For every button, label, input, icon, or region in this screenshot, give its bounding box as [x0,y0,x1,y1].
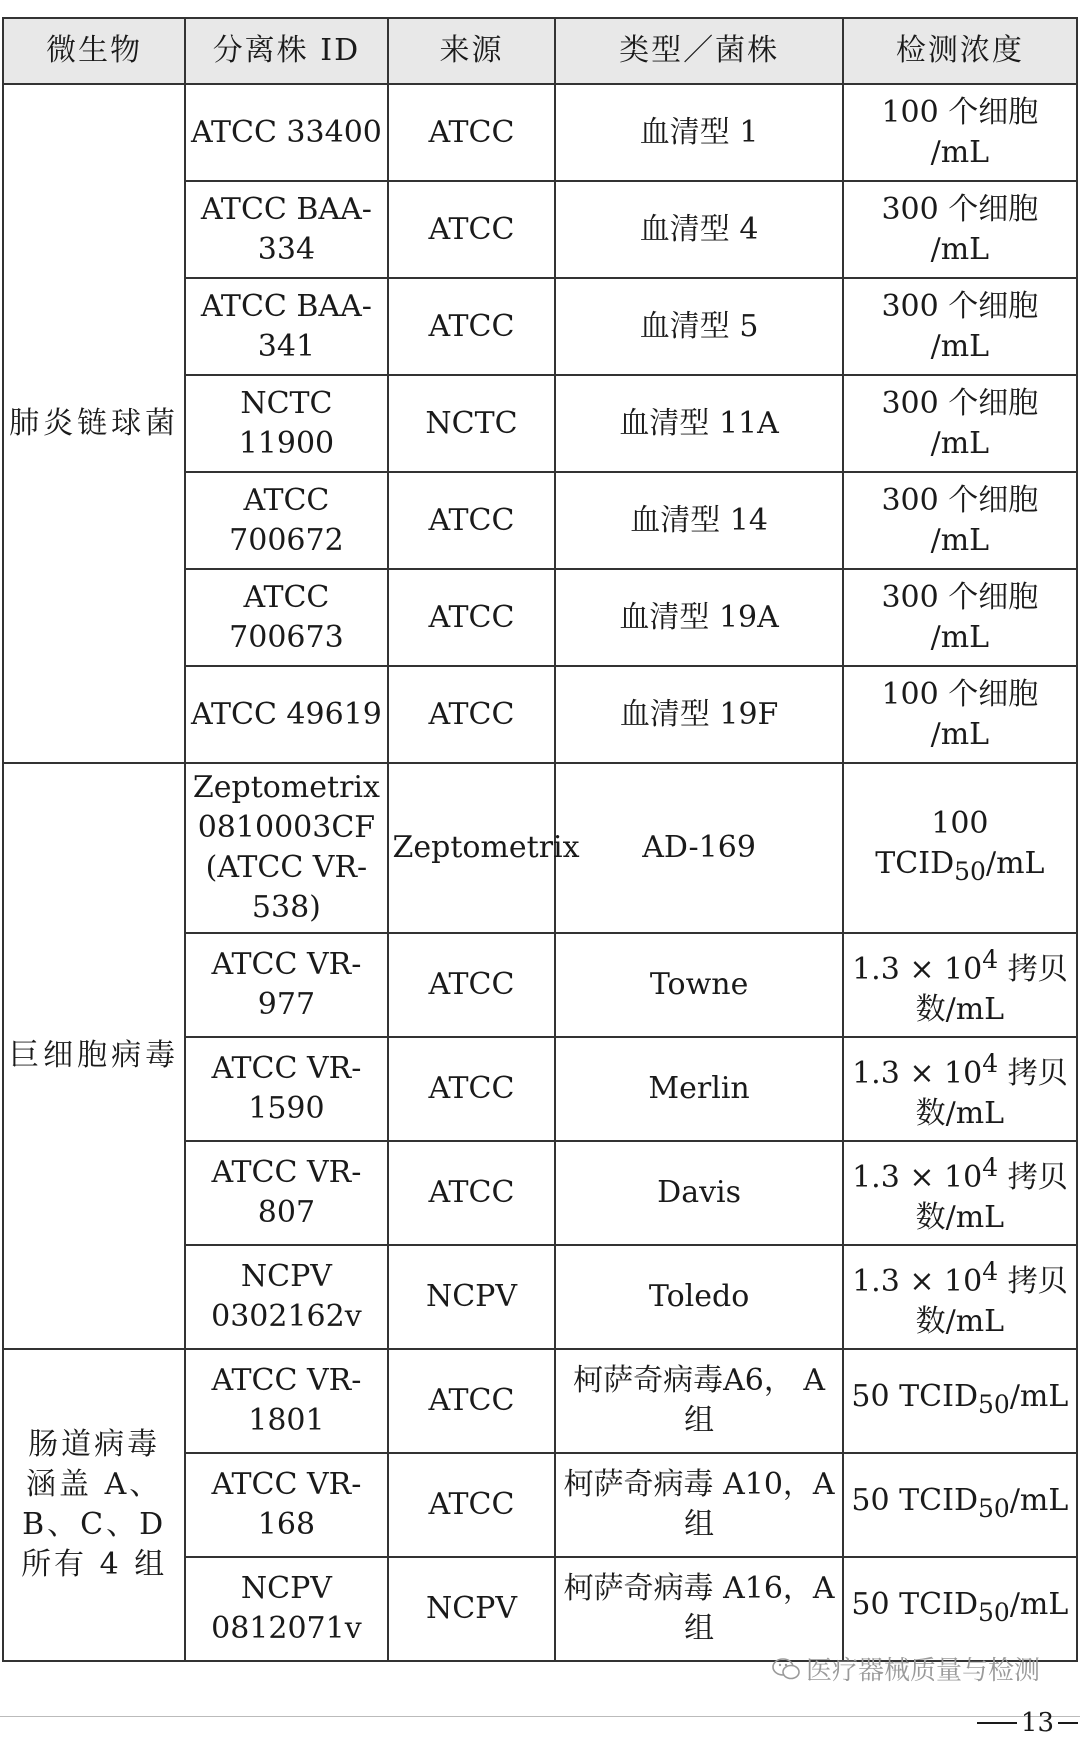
source-cell: NCPV [388,1557,556,1661]
source-cell: Zeptometrix [388,763,556,933]
table-row [3,1349,1077,1453]
type-cell: Merlin [555,1037,842,1141]
type-cell: 血清型 14 [555,472,842,569]
isolate-id-cell: ATCC VR-1590 [185,1037,387,1141]
microorganism-cell [3,1349,185,1661]
concentration-subscript: 50 [978,1494,1010,1523]
isolate-id-cell: ATCC 700672 [185,472,387,569]
concentration-cell [843,1141,1077,1245]
concentration-subscript: 50 [954,857,986,886]
type-cell: 柯萨奇病毒A6， A 组 [555,1349,842,1453]
header-concentration: 检测浓度 [843,18,1077,84]
source-cell: ATCC [388,278,556,375]
concentration-cell [843,1349,1077,1453]
microorganism-cell: 肺炎链球菌 [3,84,185,763]
source-cell: ATCC [388,1037,556,1141]
concentration-cell: 300 个细胞 /mL [843,472,1077,569]
concentration-unit: /mL [1009,1483,1069,1518]
isolate-id-cell: ATCC VR-807 [185,1141,387,1245]
watermark-text: 医疗器械质量与检测 [805,1656,1040,1686]
source-cell: ATCC [388,472,556,569]
concentration-cell: 100 个细胞 /mL [843,84,1077,181]
isolate-id-cell: ATCC 33400 [185,84,387,181]
type-cell: Davis [555,1141,842,1245]
source-cell: ATCC [388,1141,556,1245]
concentration-value: 50 TCID [851,1483,978,1518]
header-type-strain: 类型／菌株 [555,18,842,84]
type-cell: 血清型 19A [555,569,842,666]
concentration-cell: 300 个细胞 /mL [843,181,1077,278]
concentration-unit: 拷贝数/mL [915,1160,1068,1235]
concentration-cell [843,1037,1077,1141]
concentration-exponent: 4 [982,1257,999,1286]
isolate-id-cell: NCPV 0812071v [185,1557,387,1661]
concentration-cell [843,1557,1077,1661]
page-number-value: 13 [1020,1708,1054,1738]
concentration-unit: 拷贝数/mL [915,952,1068,1027]
microorganism-name: 肠道病毒 [28,1427,161,1462]
concentration-unit: 拷贝数/mL [915,1056,1068,1131]
header-source: 来源 [388,18,556,84]
concentration-unit: /mL [985,846,1045,881]
source-cell: ATCC [388,181,556,278]
concentration-cell: 100 个细胞 /mL [843,666,1077,763]
source-cell: NCPV [388,1245,556,1349]
isolate-id-cell: NCTC 11900 [185,375,387,472]
source-cell: ATCC [388,666,556,763]
type-cell: 血清型 19F [555,666,842,763]
source-cell: ATCC [388,1349,556,1453]
page-number-dash [977,1722,1017,1724]
concentration-value: 1.3 × 10 [852,1056,983,1091]
concentration-value: 100 TCID [875,806,989,881]
concentration-cell [843,1245,1077,1349]
strain-table [2,17,1078,1662]
type-cell: 血清型 5 [555,278,842,375]
source-cell: NCTC [388,375,556,472]
source-cell: ATCC [388,1453,556,1557]
source-cell: ATCC [388,569,556,666]
isolate-id-cell: ATCC 700673 [185,569,387,666]
isolate-id-cell: ATCC VR-977 [185,933,387,1037]
header-microorganism: 微生物 [3,18,185,84]
concentration-cell [843,933,1077,1037]
isolate-id-cell: ATCC VR-168 [185,1453,387,1557]
isolate-id-cell: ATCC BAA-334 [185,181,387,278]
concentration-unit: 拷贝数/mL [915,1264,1068,1339]
type-cell: 血清型 11A [555,375,842,472]
concentration-value: 1.3 × 10 [852,1264,983,1299]
concentration-cell: 300 个细胞 /mL [843,375,1077,472]
isolate-id-cell: ATCC BAA-341 [185,278,387,375]
watermark [772,1650,1040,1687]
type-cell: 血清型 4 [555,181,842,278]
concentration-subscript: 50 [978,1598,1010,1627]
type-cell: Toledo [555,1245,842,1349]
isolate-id-cell: ATCC 49619 [185,666,387,763]
wechat-icon [772,1658,800,1680]
concentration-exponent: 4 [982,1049,999,1078]
type-cell: Towne [555,933,842,1037]
type-cell: 柯萨奇病毒 A10，A 组 [555,1453,842,1557]
header-isolate-id: 分离株 ID [185,18,387,84]
isolate-id-cell: NCPV 0302162v [185,1245,387,1349]
table-row [3,763,1077,933]
type-cell: AD-169 [555,763,842,933]
isolate-id-cell: ATCC VR-1801 [185,1349,387,1453]
concentration-cell: 300 个细胞 /mL [843,278,1077,375]
table-row [3,84,1077,181]
concentration-value: 1.3 × 10 [852,1160,983,1195]
isolate-id-cell: Zeptometrix 0810003CF (ATCC VR-538) [185,763,387,933]
concentration-unit: /mL [1009,1587,1069,1622]
concentration-value: 50 TCID [851,1587,978,1622]
concentration-value: 1.3 × 10 [852,952,983,987]
concentration-subscript: 50 [978,1390,1010,1419]
source-cell: ATCC [388,933,556,1037]
concentration-cell: 300 个细胞 /mL [843,569,1077,666]
concentration-cell [843,1453,1077,1557]
type-cell: 柯萨奇病毒 A16，A 组 [555,1557,842,1661]
table-header-row [3,18,1077,84]
page-divider [0,1716,1080,1717]
type-cell: 血清型 1 [555,84,842,181]
concentration-unit: /mL [1009,1379,1069,1414]
concentration-exponent: 4 [982,945,999,974]
page-number-dash [1058,1722,1078,1724]
concentration-exponent: 4 [982,1153,999,1182]
concentration-cell [843,763,1077,933]
source-cell: ATCC [388,84,556,181]
concentration-value: 50 TCID [851,1379,978,1414]
microorganism-cell: 巨细胞病毒 [3,763,185,1349]
microorganism-note: 涵盖 A、B、C、D 所有 4 组 [21,1467,168,1582]
